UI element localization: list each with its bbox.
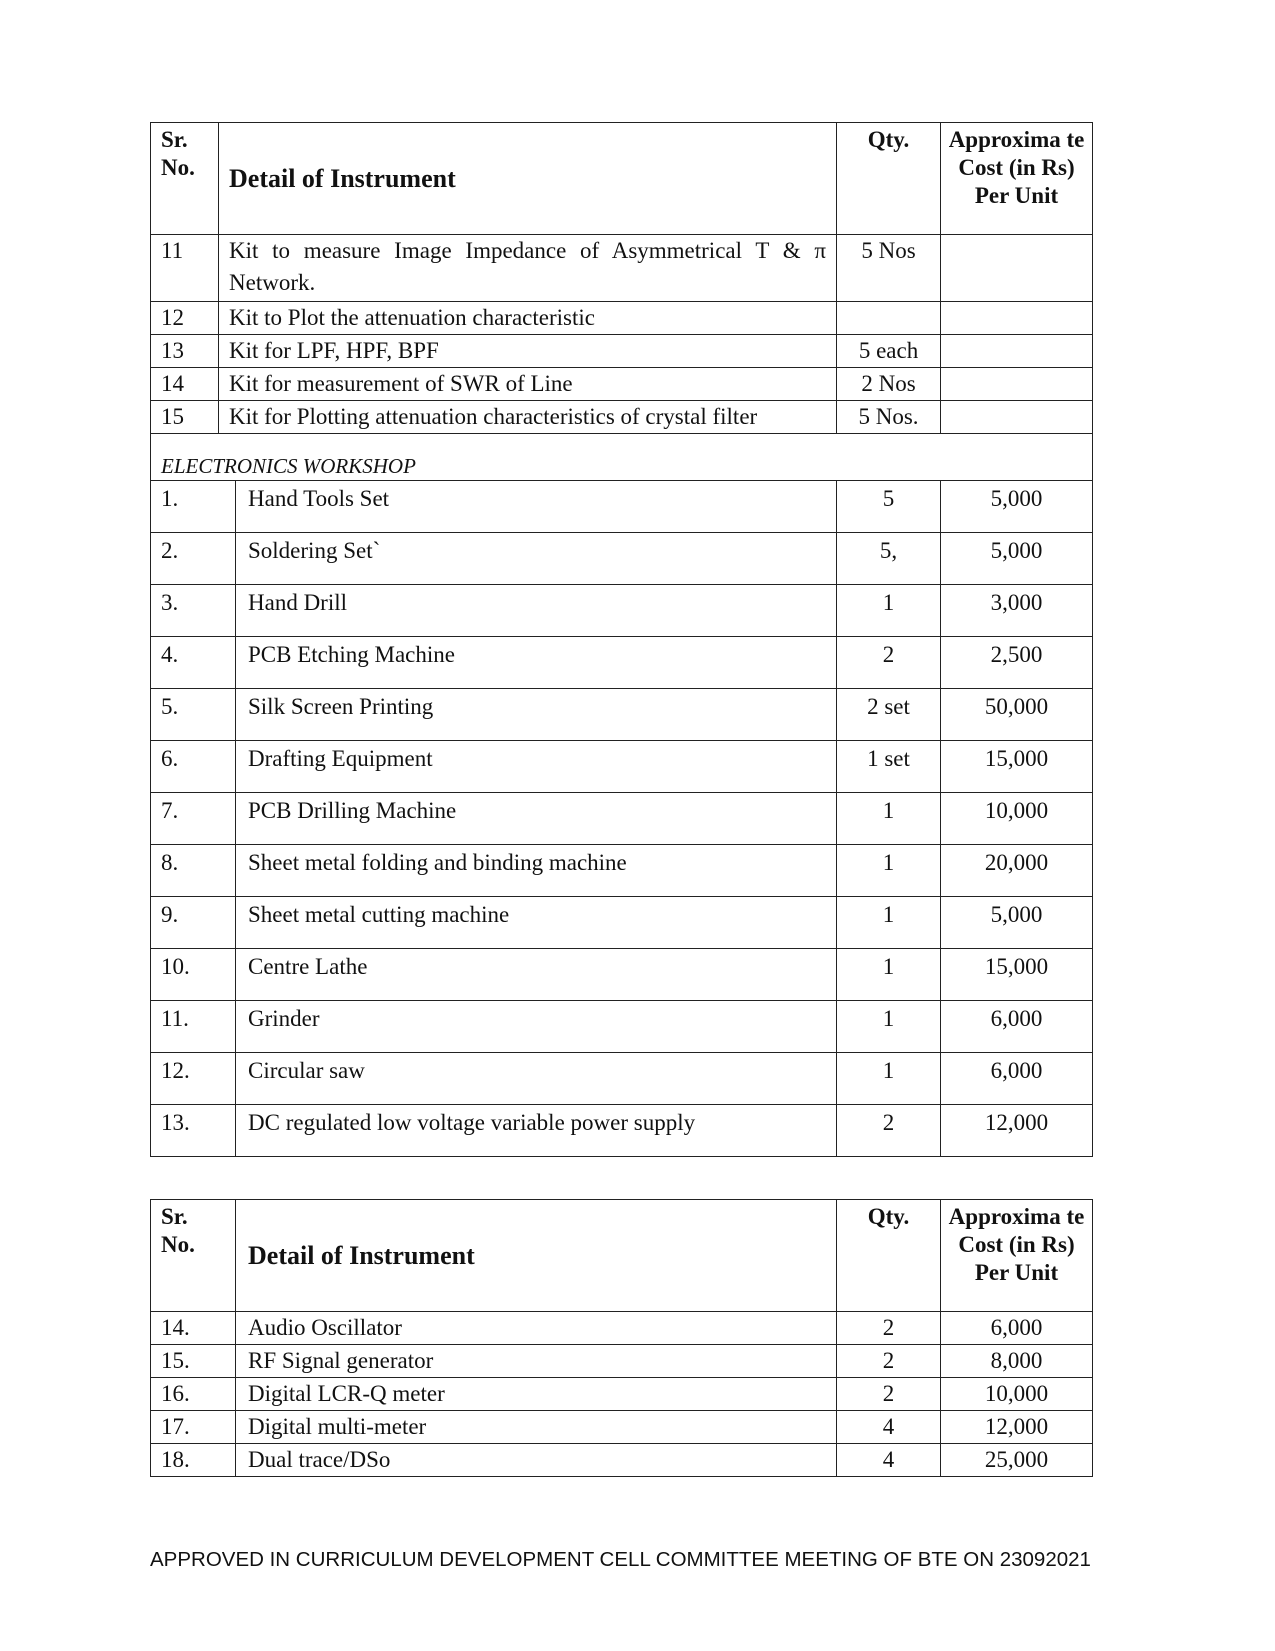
qty-cell: 4 (837, 1444, 941, 1477)
qty-cell: 1 (837, 845, 941, 897)
detail-cell: RF Signal generator (236, 1345, 837, 1378)
sr-no-cell: 16. (151, 1378, 236, 1411)
header-sr-no: Sr. No. (151, 123, 219, 235)
qty-cell: 1 (837, 949, 941, 1001)
qty-cell: 1 (837, 1001, 941, 1053)
cost-cell (941, 235, 1093, 302)
qty-cell: 2 (837, 1312, 941, 1345)
cost-cell: 5,000 (941, 533, 1093, 585)
approval-footer: APPROVED IN CURRICULUM DEVELOPMENT CELL COMMITTEE MEETING OF BTE ON 23092021 (150, 1548, 1091, 1571)
table-row (151, 1053, 1093, 1105)
section-row (151, 434, 1093, 481)
table-row (151, 401, 1093, 434)
detail-cell: Kit to Plot the attenuation characteristic (219, 302, 837, 335)
detail-cell: DC regulated low voltage variable power supply (236, 1105, 837, 1157)
detail-cell: PCB Drilling Machine (236, 793, 837, 845)
table-row (151, 1444, 1093, 1477)
qty-cell: 2 (837, 1345, 941, 1378)
cost-cell: 50,000 (941, 689, 1093, 741)
section-title: ELECTRONICS WORKSHOP (151, 434, 1093, 481)
table-row (151, 585, 1093, 637)
table-row (151, 1105, 1093, 1157)
sr-no-cell: 3. (151, 585, 236, 637)
qty-cell: 5 (837, 481, 941, 533)
sr-no-cell: 13 (151, 335, 219, 368)
header-cost: Approxima te Cost (in Rs) Per Unit (941, 123, 1093, 235)
detail-cell: Grinder (236, 1001, 837, 1053)
sr-no-cell: 15 (151, 401, 219, 434)
sr-no-cell: 11 (151, 235, 219, 302)
detail-cell: Silk Screen Printing (236, 689, 837, 741)
detail-cell: Sheet metal cutting machine (236, 897, 837, 949)
table-header-row (151, 1200, 1093, 1312)
cost-cell: 8,000 (941, 1345, 1093, 1378)
sr-no-cell: 10. (151, 949, 236, 1001)
detail-cell: Sheet metal folding and binding machine (236, 845, 837, 897)
qty-cell: 5 each (837, 335, 941, 368)
qty-cell: 2 set (837, 689, 941, 741)
sr-no-cell: 8. (151, 845, 236, 897)
sr-no-cell: 14 (151, 368, 219, 401)
sr-no-cell: 5. (151, 689, 236, 741)
detail-cell: Kit to measure Image Impedance of Asymmetrical T & π Network. (219, 235, 837, 302)
sr-no-cell: 15. (151, 1345, 236, 1378)
sr-no-cell: 12. (151, 1053, 236, 1105)
cost-cell: 20,000 (941, 845, 1093, 897)
qty-cell: 5 Nos (837, 235, 941, 302)
qty-cell: 1 (837, 897, 941, 949)
table-row (151, 949, 1093, 1001)
qty-cell (837, 302, 941, 335)
cost-cell: 12,000 (941, 1411, 1093, 1444)
cost-cell: 15,000 (941, 741, 1093, 793)
cost-cell: 3,000 (941, 585, 1093, 637)
table-row (151, 533, 1093, 585)
sr-no-cell: 17. (151, 1411, 236, 1444)
qty-cell: 2 (837, 1105, 941, 1157)
cost-cell: 6,000 (941, 1053, 1093, 1105)
instrument-table-2 (150, 1199, 1093, 1477)
detail-cell: Digital LCR-Q meter (236, 1378, 837, 1411)
table-header-row (151, 123, 1093, 235)
detail-cell: Circular saw (236, 1053, 837, 1105)
table-row (151, 689, 1093, 741)
detail-cell: Soldering Set` (236, 533, 837, 585)
detail-cell: Audio Oscillator (236, 1312, 837, 1345)
cost-cell: 2,500 (941, 637, 1093, 689)
table-row (151, 481, 1093, 533)
detail-cell: Kit for measurement of SWR of Line (219, 368, 837, 401)
table-row (151, 845, 1093, 897)
header-qty: Qty. (837, 1200, 941, 1312)
header-qty: Qty. (837, 123, 941, 235)
table-row (151, 637, 1093, 689)
table-row (151, 368, 1093, 401)
cost-cell: 6,000 (941, 1312, 1093, 1345)
cost-cell (941, 368, 1093, 401)
qty-cell: 1 (837, 585, 941, 637)
cost-cell: 25,000 (941, 1444, 1093, 1477)
cost-cell: 5,000 (941, 481, 1093, 533)
sr-no-cell: 11. (151, 1001, 236, 1053)
qty-cell: 2 Nos (837, 368, 941, 401)
sr-no-cell: 18. (151, 1444, 236, 1477)
table-row (151, 235, 1093, 302)
instrument-table-1 (150, 122, 1093, 1157)
sr-no-cell: 2. (151, 533, 236, 585)
table-row (151, 1378, 1093, 1411)
table-row (151, 302, 1093, 335)
detail-cell: Dual trace/DSo (236, 1444, 837, 1477)
qty-cell: 5 Nos. (837, 401, 941, 434)
qty-cell: 1 (837, 1053, 941, 1105)
header-sr-no: Sr. No. (151, 1200, 236, 1312)
detail-cell: Digital multi-meter (236, 1411, 837, 1444)
table-row (151, 741, 1093, 793)
detail-cell: Hand Tools Set (236, 481, 837, 533)
detail-cell: Kit for LPF, HPF, BPF (219, 335, 837, 368)
sr-no-cell: 9. (151, 897, 236, 949)
table-row (151, 1411, 1093, 1444)
sr-no-cell: 7. (151, 793, 236, 845)
table-row (151, 1001, 1093, 1053)
sr-no-cell: 4. (151, 637, 236, 689)
cost-cell: 5,000 (941, 897, 1093, 949)
detail-cell: Hand Drill (236, 585, 837, 637)
sr-no-cell: 12 (151, 302, 219, 335)
qty-cell: 1 (837, 793, 941, 845)
table-row (151, 1312, 1093, 1345)
sr-no-cell: 14. (151, 1312, 236, 1345)
header-detail: Detail of Instrument (219, 123, 837, 235)
table-row (151, 1345, 1093, 1378)
detail-cell: PCB Etching Machine (236, 637, 837, 689)
cost-cell: 12,000 (941, 1105, 1093, 1157)
cost-cell (941, 302, 1093, 335)
table-row (151, 897, 1093, 949)
sr-no-cell: 13. (151, 1105, 236, 1157)
cost-cell (941, 335, 1093, 368)
cost-cell: 15,000 (941, 949, 1093, 1001)
header-cost: Approxima te Cost (in Rs) Per Unit (941, 1200, 1093, 1312)
qty-cell: 1 set (837, 741, 941, 793)
qty-cell: 4 (837, 1411, 941, 1444)
cost-cell (941, 401, 1093, 434)
detail-cell: Drafting Equipment (236, 741, 837, 793)
detail-cell: Kit for Plotting attenuation characteristics of crystal filter (219, 401, 837, 434)
sr-no-cell: 1. (151, 481, 236, 533)
cost-cell: 10,000 (941, 793, 1093, 845)
table-row (151, 793, 1093, 845)
cost-cell: 6,000 (941, 1001, 1093, 1053)
cost-cell: 10,000 (941, 1378, 1093, 1411)
sr-no-cell: 6. (151, 741, 236, 793)
qty-cell: 5, (837, 533, 941, 585)
qty-cell: 2 (837, 637, 941, 689)
detail-cell: Centre Lathe (236, 949, 837, 1001)
header-detail: Detail of Instrument (236, 1200, 837, 1312)
qty-cell: 2 (837, 1378, 941, 1411)
table-row (151, 335, 1093, 368)
